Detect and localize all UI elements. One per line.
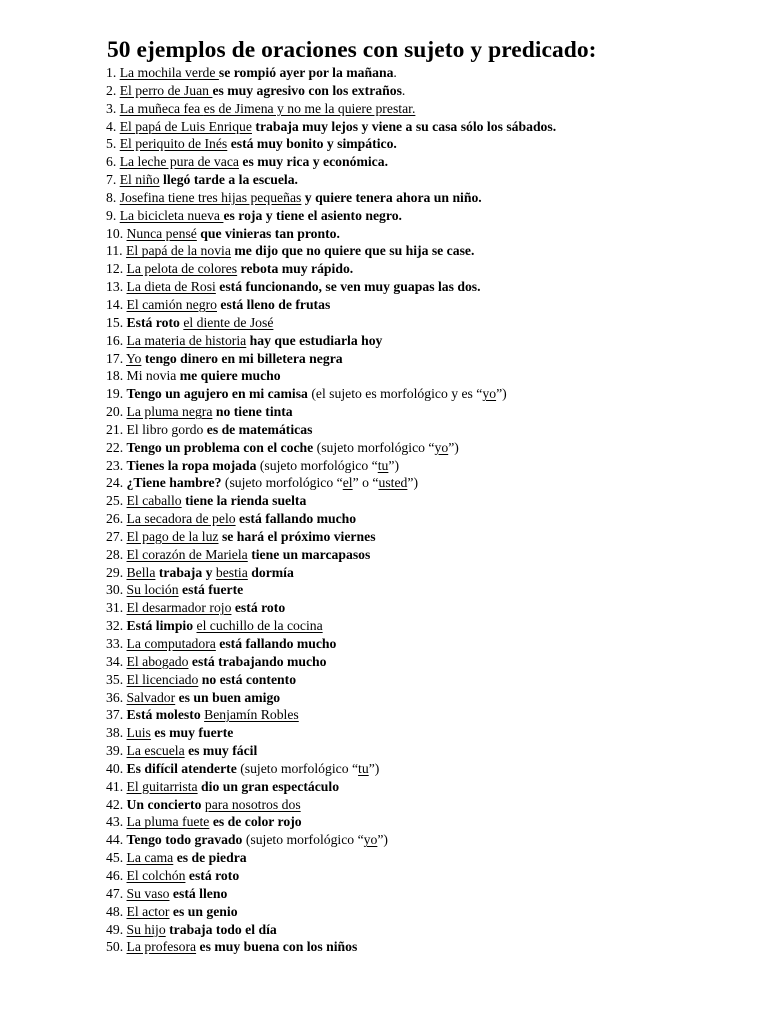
example-sentence [106,760,556,778]
predicate-text: está fallando mucho [235,511,357,527]
subject-text: Benjamín Robles [204,707,299,723]
example-sentence [106,189,556,207]
example-sentence [106,599,556,617]
example-sentence [106,778,556,796]
subject-text: El niño [119,172,160,188]
predicate-text: trabaja y [155,564,216,580]
plain-text: 16. [106,332,127,348]
predicate-text: es un buen amigo [175,689,281,705]
predicate-text: Está molesto [126,707,201,723]
predicate-text: tengo dinero en mi billetera negra [141,350,343,366]
plain-text: . [393,65,397,80]
example-sentence [106,296,556,314]
predicate-text: es de color rojo [209,814,302,830]
plain-text: 41. [106,778,127,794]
subject-text: el [342,475,353,491]
plain-text: 25. [106,493,127,509]
example-sentence [106,171,556,189]
subject-text: El abogado [126,653,189,669]
predicate-text: está roto [231,600,286,616]
example-sentence [106,528,556,546]
example-sentence [106,474,556,492]
predicate-text: es muy fácil [184,743,258,759]
plain-text: 45. [106,850,127,866]
plain-text: ” o “ [352,475,379,491]
example-sentence [106,724,556,742]
subject-text: La escuela [126,743,185,759]
plain-text: 24. [106,475,127,491]
subject-text: La bicicleta nueva [119,207,224,223]
predicate-text: rebota muy rápido. [237,261,354,277]
subject-text: Yo [126,350,142,366]
subject-text: El licenciado [126,671,199,687]
predicate-text: está fallando mucho [215,636,337,651]
plain-text: 38. [106,725,127,741]
example-sentence [106,260,556,278]
subject-text: La dieta de Rosi [126,279,216,295]
example-sentence [106,564,556,582]
document-title: 50 ejemplos de oraciones con sujeto y predicado: [107,37,597,63]
example-sentence [106,385,556,403]
subject-text: bestia [215,564,248,580]
subject-text: Su vaso [126,885,170,901]
example-sentence [106,903,556,921]
subject-text: El actor [126,903,170,919]
plain-text: 22. [106,439,127,455]
example-sentence [106,617,556,635]
subject-text: La cama [126,850,174,866]
subject-text: El pago de la luz [126,528,219,544]
predicate-text: y quiere tenera ahora un niño. [301,189,482,205]
example-sentence [106,332,556,350]
predicate-text: está muy bonito y simpático. [227,136,397,152]
example-sentence [106,207,556,225]
predicate-text: Está limpio [126,618,194,634]
plain-text: 19. [106,386,127,402]
plain-text: 44. [106,832,127,848]
subject-text: La leche pura de vaca [119,154,239,170]
example-sentence [106,742,556,760]
predicate-text: está funcionando, se ven muy guapas las dos. [215,279,481,295]
plain-text: 33. [106,636,127,651]
example-sentence [106,153,556,171]
example-sentence [106,242,556,260]
example-sentence [106,635,556,653]
plain-text: 6. [106,154,120,170]
example-sentence [106,439,556,457]
subject-text: Nunca pensé [126,225,197,241]
plain-text: 34. [106,653,127,669]
example-sentence [106,849,556,867]
subject-text: Bella [126,564,156,580]
example-sentence [106,581,556,599]
example-sentence [106,421,556,439]
plain-text: 14. [106,296,127,312]
plain-text: ”) [496,386,507,402]
predicate-text: dormía [247,564,294,580]
example-sentence [106,796,556,814]
subject-text: para nosotros dos [204,796,301,812]
plain-text: 29. [106,564,127,580]
plain-text: 12. [106,261,127,277]
subject-text: es de Jimena y no me la quiere prestar. [203,100,416,116]
plain-text: 7. [106,172,120,188]
predicate-text: es de piedra [173,850,247,866]
subject-text: Su loción [126,582,179,598]
subject-text: el cuchillo de la cocina [196,618,323,634]
example-sentence [106,82,556,100]
predicate-text: está roto [185,867,240,883]
example-sentence [106,689,556,707]
plain-text: 31. [106,600,127,616]
subject-text: El desarmador rojo [126,600,232,616]
subject-text: La materia de historia [126,332,247,348]
predicate-text: Un concierto [126,796,202,812]
example-sentence [106,367,556,385]
example-sentence [106,653,556,671]
predicate-text: es roja y tiene el asiento negro. [223,207,402,223]
plain-text: 10. [106,225,127,241]
example-sentence [106,225,556,243]
plain-text: 30. [106,582,127,598]
subject-text: La pluma negra [126,404,213,420]
example-sentence [106,813,556,831]
subject-text: Josefina tiene tres hijas pequeñas [119,189,302,205]
example-sentence [106,938,556,956]
plain-text: 4. [106,118,120,134]
plain-text: (sujeto morfológico “ [221,475,343,491]
predicate-text: está lleno [169,885,228,901]
plain-text: 21. El libro gordo [106,421,207,437]
predicate-text: es muy agresivo con los extraños [212,82,402,98]
subject-text: El papá de la novia [126,243,231,259]
plain-text: 50. [106,939,127,955]
example-sentence [106,457,556,475]
example-sentence [106,135,556,153]
predicate-text: Es difícil atenderte [126,760,237,776]
plain-text: 20. [106,404,127,420]
subject-text: El camión negro [126,296,217,312]
plain-text: . [401,82,406,98]
predicate-text: es muy buena con los niños [196,939,358,955]
plain-text: 5. [106,136,120,152]
subject-text: La pluma fuete [126,814,210,830]
predicate-text: está lleno de frutas [217,296,331,312]
predicate-text: Tengo un agujero en mi camisa [126,386,308,402]
plain-text: (sujeto morfológico “ [256,457,378,473]
plain-text: ”) [407,475,419,491]
example-sentence [106,706,556,724]
predicate-text: no tiene tinta [212,404,293,420]
plain-text: 35. [106,671,127,687]
subject-text: Luis [126,725,151,741]
predicate-text: es muy rica y económica. [239,154,389,170]
plain-text: 36. [106,689,127,705]
plain-text: 27. [106,528,127,544]
predicate-text: está fuerte [178,582,244,598]
predicate-text: me dijo que no quiere que su hija se case. [230,243,475,259]
plain-text: 8. [106,189,120,205]
plain-text: (sujeto morfológico “ [313,439,435,455]
predicate-text: tiene la rienda suelta [181,493,307,509]
predicate-text: Tienes la ropa mojada [126,457,257,473]
subject-text: El guitarrista [126,778,198,794]
plain-text: ”) [448,439,459,455]
predicate-text: es un genio [169,903,238,919]
example-sentence [106,671,556,689]
plain-text: 17. [106,350,127,366]
plain-text: 15. [106,314,127,330]
plain-text: 26. [106,511,127,527]
example-sentence [106,350,556,368]
predicate-text: no está contento [198,671,297,687]
plain-text: 42. [106,796,127,812]
plain-text: 47. [106,885,127,901]
examples-list [106,64,556,956]
subject-text: Salvador [126,689,176,705]
plain-text: ”) [377,832,388,848]
subject-text: tu [377,457,389,473]
subject-text: yo [363,832,378,848]
subject-text: La computadora [126,636,216,651]
predicate-text: ¿Tiene hambre? [126,475,222,491]
plain-text: ”) [388,457,400,473]
subject-text: La pelota de colores [126,261,238,277]
example-sentence [106,885,556,903]
plain-text: 48. [106,903,127,919]
example-sentence [106,403,556,421]
example-sentence [106,278,556,296]
example-sentence [106,867,556,885]
plain-text: 43. [106,814,127,830]
predicate-text: trabaja todo el día [165,921,277,937]
example-sentence [106,100,556,118]
plain-text: 11. [106,243,127,259]
plain-text: 39. [106,743,127,759]
plain-text: 18. Mi novia [106,368,180,384]
plain-text: (el sujeto es morfológico y es “ [307,386,483,402]
predicate-text: llegó tarde a la escuela. [159,172,298,188]
plain-text: 40. [106,760,127,776]
plain-text: 3. [106,100,120,116]
predicate-text: es muy fuerte [150,725,234,741]
predicate-text: Tengo todo gravado [126,832,243,848]
predicate-text: dio un gran espectáculo [197,778,340,794]
plain-text: (sujeto morfológico “ [242,832,364,848]
subject-text: El perro de Juan [119,82,213,98]
plain-text: 9. [106,207,120,223]
plain-text: 37. [106,707,127,723]
plain-text: 46. [106,867,127,883]
subject-text: el diente de José [183,314,274,330]
subject-text: La profesora [126,939,197,955]
predicate-text: se rompió ayer por la mañana [218,65,394,80]
example-sentence [106,921,556,939]
subject-text: El corazón de Mariela [126,546,248,562]
subject-text: El colchón [126,867,186,883]
subject-text: Su hijo [126,921,166,937]
predicate-text: Está roto [126,314,180,330]
predicate-text: que vinieras tan pronto. [196,225,340,241]
plain-text: 13. [106,279,127,295]
example-sentence [106,314,556,332]
plain-text: 1. [106,65,120,80]
plain-text: 28. [106,546,127,562]
example-sentence [106,546,556,564]
example-sentence [106,510,556,528]
example-sentence [106,64,556,82]
example-sentence [106,118,556,136]
plain-text: 2. [106,82,120,98]
subject-text: La muñeca fea [119,100,204,116]
subject-text: yo [434,439,449,455]
predicate-text: Tengo un problema con el coche [126,439,314,455]
predicate-text: trabaja muy lejos y viene a su casa sólo los sábados. [251,118,557,134]
plain-text: ”) [368,760,380,776]
predicate-text: tiene un marcapasos [247,546,371,562]
example-sentence [106,492,556,510]
subject-text: yo [482,386,497,402]
predicate-text: es de matemáticas [206,421,313,437]
plain-text: 49. [106,921,127,937]
subject-text: El caballo [126,493,182,509]
subject-text: El periquito de Inés [119,136,228,152]
predicate-text: está trabajando mucho [188,653,327,669]
predicate-text: me quiere mucho [179,368,281,384]
subject-text: La secadora de pelo [126,511,236,527]
predicate-text: hay que estudiarla hoy [246,332,383,348]
plain-text: 23. [106,457,127,473]
subject-text: tu [358,760,369,776]
plain-text: (sujeto morfológico “ [236,760,359,776]
predicate-text: se hará el próximo viernes [218,528,376,544]
plain-text: 32. [106,618,127,634]
subject-text: El papá de Luis Enrique [119,118,252,134]
subject-text: usted [378,475,408,491]
example-sentence [106,831,556,849]
subject-text: La mochila verde [119,65,219,80]
